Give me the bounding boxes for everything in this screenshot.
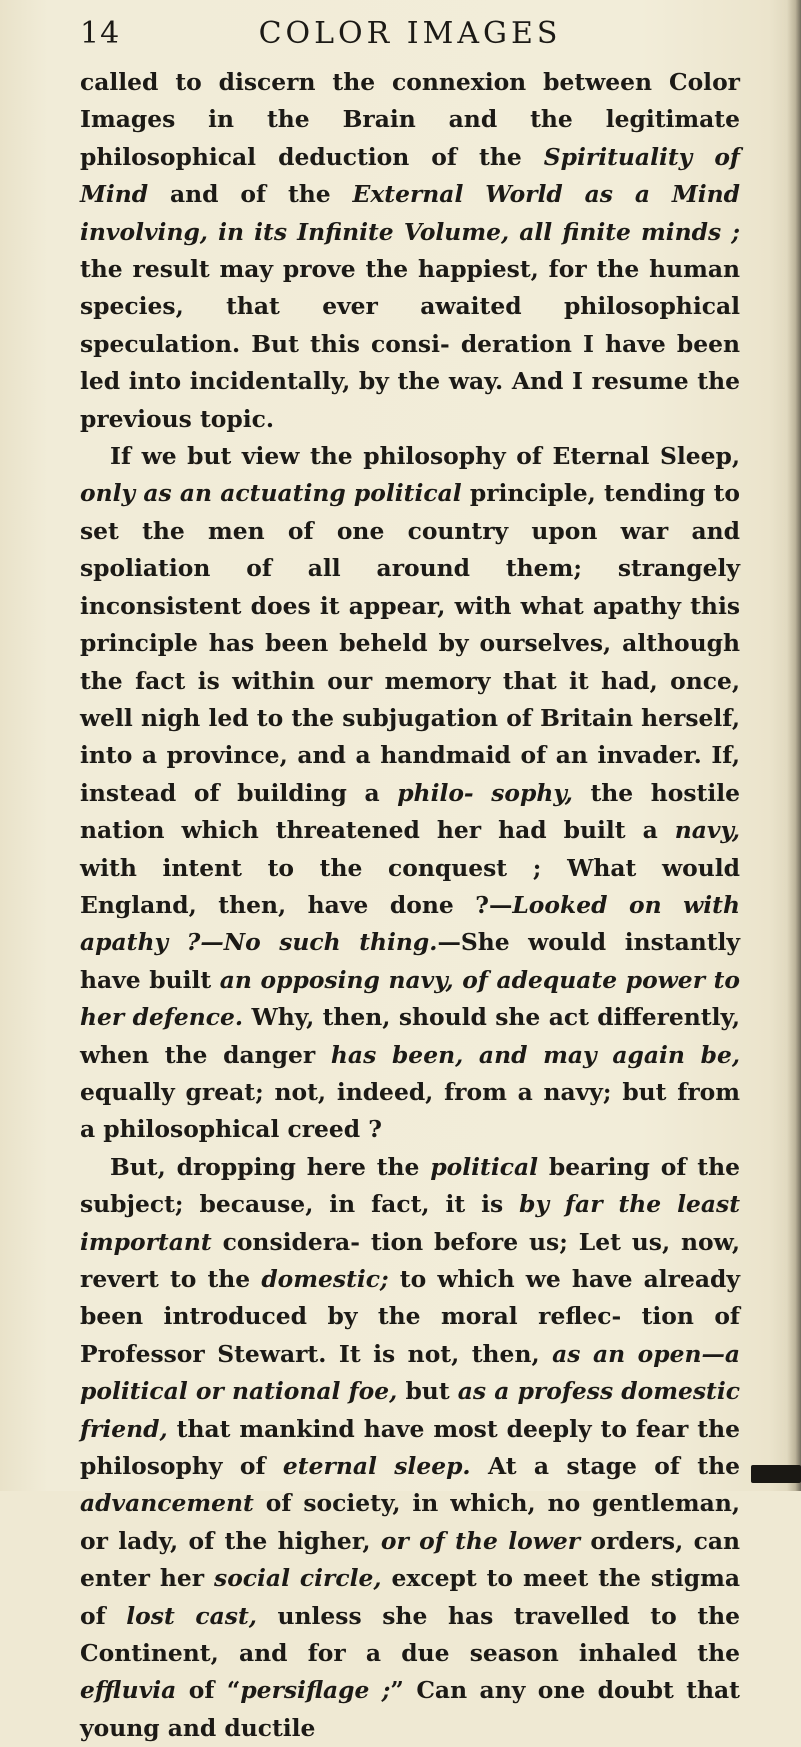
paragraph	[80, 438, 740, 1149]
italic-text: Spirituality of Mind	[80, 142, 740, 209]
page-edge-mark	[751, 1465, 801, 1483]
text-run: principle, tending to set the men of one country upon war and spoliation of all around them; strangely inconsistent does it appear, with what apathy this principle has been beheld by ourselves, although the fact is within our memory that it had, once, well nigh led to the subjugation of Britain herself, into a province, and a handmaid of an invader. If, instead of building a	[80, 479, 740, 807]
body-text	[80, 64, 740, 1747]
italic-text: effluvia	[80, 1676, 177, 1705]
text-run: unless she has travelled to the Continent, and for a due season inhaled the	[80, 1601, 741, 1668]
italic-text: by far the least important	[80, 1190, 740, 1256]
italic-text: has been, and may again be,	[330, 1040, 740, 1069]
text-run: Why, then, should she act differently, when the danger	[80, 1003, 740, 1069]
text-run: But, dropping here the	[110, 1152, 431, 1181]
italic-text: or of the lower	[380, 1526, 581, 1555]
paragraph	[80, 64, 740, 438]
text-run: called to discern the connexion between Color Images in the Brain and the legitimate philosophical deduction of the	[80, 68, 740, 171]
text-run: except to meet the stigma of	[80, 1564, 740, 1630]
text-run: of “	[176, 1676, 241, 1705]
text-run: bearing of the subject; because, in fact, it is	[80, 1152, 741, 1219]
italic-text: Looked on with apathy ?—No such thing.	[80, 890, 740, 957]
text-run: considera- tion before us; Let us, now, revert to the	[80, 1227, 740, 1293]
text-run: ” Can any one doubt that young and ductile	[80, 1676, 740, 1742]
italic-text: only as an actuating political	[80, 479, 462, 508]
italic-text: lost cast,	[126, 1601, 257, 1630]
text-run: —She would instantly have built	[80, 928, 741, 994]
text-run: of society, in which, no gentleman, or lady, of the higher,	[80, 1489, 740, 1555]
text-run: At a stage of the	[470, 1452, 740, 1481]
text-run: the result may prove the happiest, for the human species, that ever awaited philosophical speculation. But this consi- deration I have been led into incidentally, by the way. And I resume the previous topic.	[80, 255, 740, 433]
paragraph	[80, 1149, 740, 1747]
text-run: If we but view the philosophy of Eternal Sleep,	[110, 442, 740, 471]
italic-text: domestic;	[261, 1265, 389, 1293]
page-number: 14	[80, 16, 121, 51]
text-run: that mankind have most deeply to fear the philosophy of	[80, 1414, 740, 1481]
page-header	[80, 16, 740, 56]
italic-text: social circle,	[214, 1564, 382, 1593]
italic-text: persiflage ;	[240, 1676, 391, 1705]
text-run: equally great; not, indeed, from a navy; but from a philosophical creed ?	[80, 1077, 740, 1144]
italic-text: navy,	[674, 816, 740, 845]
italic-text: political	[430, 1152, 539, 1181]
text-run: orders, can enter her	[80, 1526, 740, 1593]
italic-text: advancement	[80, 1489, 254, 1518]
italic-text: philo- sophy,	[397, 778, 573, 807]
text-run: but	[397, 1377, 458, 1406]
text-run: and of the	[148, 180, 353, 209]
italic-text: as a profess domestic friend,	[80, 1377, 740, 1443]
text-run: with intent to the conquest ; What would England, then, have done ?—	[80, 853, 740, 919]
running-head: COLOR IMAGES	[258, 16, 562, 51]
text-run: the hostile nation which threatened her had built a	[80, 778, 740, 845]
italic-text: External World as a Mind involving, in its Infinite Volume, all finite minds ;	[80, 180, 740, 246]
italic-text: an opposing navy, of adequate power to her defence.	[80, 965, 741, 1032]
text-run: to which we have already been introduced by the moral reflec- tion of Professor Stewart. It is not, then,	[80, 1265, 740, 1368]
page-edge-shadow	[787, 0, 801, 1491]
italic-text: eternal sleep.	[282, 1452, 471, 1481]
italic-text: as an open—a political or national foe,	[80, 1339, 741, 1406]
